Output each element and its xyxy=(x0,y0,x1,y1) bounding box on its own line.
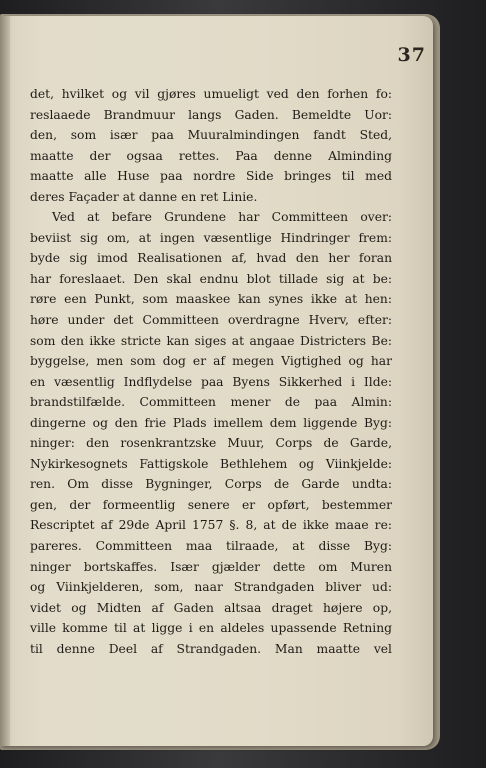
text-line: dingerne og den frie Plads imellem dem liggende Byg: xyxy=(30,415,392,430)
body-text xyxy=(30,84,392,659)
text-line: gen, der formeentlig senere er opført, bestemmer xyxy=(30,497,392,512)
text-line: det, hvilket og vil gjøres umueligt ved den forhen fo: xyxy=(30,87,392,101)
text-line: beviist sig om, at ingen væsentlige Hindringer frem: xyxy=(30,230,392,245)
text-line: byggelse, men som dog er af megen Vigtighed og har xyxy=(30,354,392,369)
text-line: videt og Midten af Gaden altsaa draget højere op, xyxy=(30,600,392,615)
text-line: Rescriptet af 29de April 1757 §. 8, at de ikke maae re: xyxy=(30,518,392,533)
text-line: Nykirkesognets Fattigskole Bethlehem og Viinkjelde: xyxy=(30,456,392,471)
text-line: ninger bortskaffes. Især gjælder dette om Muren xyxy=(30,559,392,574)
text-line: reslaaede Brandmuur langs Gaden. Bemeldte Uor: xyxy=(30,107,392,122)
page-number: 37 xyxy=(397,44,426,66)
text-line: høre under det Committeen overdragne Hverv, efter: xyxy=(30,313,392,328)
text-line: ville komme til at ligge i en aldeles upassende Retning xyxy=(30,621,392,636)
text-line: til denne Deel af Strandgaden. Man maatte vel xyxy=(30,641,392,656)
text-line: som den ikke stricte kan siges at angaae Districters Be: xyxy=(30,333,392,348)
text-line: den, som især paa Muuralmindingen fandt Sted, xyxy=(30,128,392,143)
text-line: maatte alle Huse paa nordre Side bringes til med xyxy=(30,169,392,184)
text-line: en væsentlig Indflydelse paa Byens Sikkerhed i Ilde: xyxy=(30,374,392,389)
text-line: Ved at befare Grundene har Committeen over: xyxy=(52,210,392,225)
text-line: pareres. Committeen maa tilraade, at disse Byg: xyxy=(30,539,392,554)
page-gutter xyxy=(0,16,10,746)
text-line: maatte der ogsaa rettes. Paa denne Alminding xyxy=(30,148,392,163)
text-line: brandstilfælde. Committeen mener de paa Almin: xyxy=(30,395,392,410)
text-line: ninger: den rosenkrantzske Muur, Corps de Garde, xyxy=(30,436,392,451)
text-line: røre een Punkt, som maaskee kan synes ikke at hen: xyxy=(30,292,392,307)
text-line: ren. Om disse Bygninger, Corps de Garde undta: xyxy=(30,477,392,492)
text-line: deres Façader at danne en ret Linie. xyxy=(30,189,258,204)
text-line: byde sig imod Realisationen af, hvad den her foran xyxy=(30,251,392,266)
text-line: har foreslaaet. Den skal endnu blot tillade sig at be: xyxy=(30,271,392,286)
text-line: og Viinkjelderen, som, naar Strandgaden bliver ud: xyxy=(30,580,392,595)
